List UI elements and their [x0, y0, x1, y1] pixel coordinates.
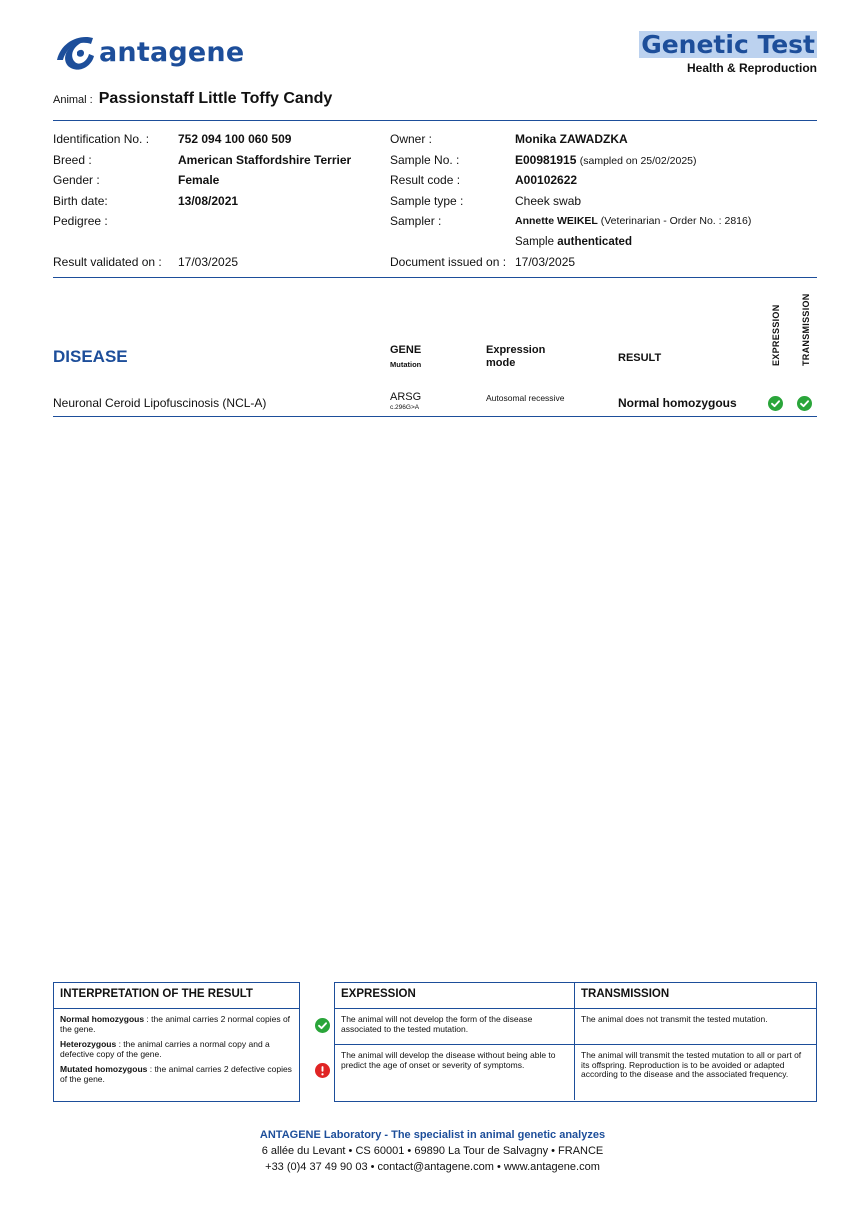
result-code-label: Result code :	[390, 173, 461, 187]
gene-column-header	[390, 344, 421, 371]
footer-contact: +33 (0)4 37 49 90 03 • contact@antagene.com • www.antagene.com	[265, 1161, 600, 1173]
footer-brand: ANTAGENE Laboratory - The specialist in animal genetic analyzes	[259, 1129, 606, 1141]
result-code-value: A00102622	[515, 173, 578, 187]
gender-value: Female	[178, 173, 220, 187]
transmission-title: TRANSMISSION	[581, 988, 670, 1000]
mutation-subheader: Mutation	[390, 360, 422, 369]
mode-header-2: mode	[486, 357, 516, 369]
validated-date: 17/03/2025	[178, 255, 239, 269]
sampler-label: Sampler :	[390, 214, 442, 228]
id-value: 752 094 100 060 509	[178, 132, 292, 146]
header-divider	[53, 120, 817, 121]
antagene-logo	[53, 30, 244, 74]
gender-label: Gender :	[53, 173, 100, 187]
pedigree-label: Pedigree :	[53, 214, 108, 228]
interpretation-normal	[60, 1015, 293, 1034]
check-circle-icon	[768, 396, 783, 411]
term-normal: Normal homozygous	[60, 1014, 145, 1024]
id-label: Identification No. :	[53, 132, 150, 146]
mode-header-1: Expression	[486, 344, 546, 356]
owner-label: Owner :	[390, 132, 433, 146]
term-mutated: Mutated homozygous	[60, 1064, 148, 1074]
ok-expression-text: The animal will not develop the form of the disease associated to the tested mutation.	[335, 1009, 575, 1044]
sample-no-value: E00981915	[515, 153, 577, 167]
transmission-column-header: TRANSMISSION	[801, 293, 811, 366]
mutation-code: c.296G>A	[390, 404, 420, 411]
sample-prefix: Sample	[515, 236, 554, 248]
gene-name: ARSG	[390, 391, 422, 403]
expression-column-header: EXPRESSION	[771, 304, 781, 366]
owner-value: Monika ZAWADZKA	[515, 132, 628, 146]
sample-status: authenticated	[557, 236, 632, 248]
sample-status-line	[515, 235, 632, 249]
expression-title: EXPRESSION	[335, 983, 575, 1008]
interpretation-title: INTERPRETATION OF THE RESULT	[54, 983, 299, 1009]
gene-header: GENE	[390, 344, 422, 356]
sampler-detail: (Veterinarian - Order No. : 2816)	[600, 215, 752, 227]
footer	[0, 1127, 865, 1175]
birth-date-value: 13/08/2021	[178, 194, 239, 208]
sample-no-line	[515, 153, 697, 168]
interpretation-mutated	[60, 1065, 293, 1084]
table-bottom-divider	[53, 416, 817, 417]
desc-heterozygous: : the animal carries a normal copy and a defective copy of the gene.	[60, 1039, 270, 1059]
document-subtitle: Health & Reproduction	[686, 61, 817, 75]
check-circle-icon	[797, 396, 812, 411]
check-circle-icon	[315, 1018, 330, 1033]
document-title: Genetic Test	[641, 30, 815, 59]
sampler-name: Annette WEIKEL	[515, 215, 598, 227]
term-heterozygous: Heterozygous	[60, 1039, 117, 1049]
result-column-header: RESULT	[618, 352, 662, 364]
interpretation-box	[53, 982, 300, 1102]
alert-circle-icon	[315, 1063, 330, 1078]
bad-expression-text: The animal will develop the disease without being able to predict the age of onset or severity of symptoms.	[335, 1045, 575, 1100]
issued-label: Document issued on :	[390, 255, 507, 269]
logo-text: antagene	[99, 36, 245, 68]
sampled-on: (sampled on 25/02/2025)	[579, 155, 697, 167]
footer-address: 6 allée du Levant • CS 60001 • 69890 La Tour de Salvagny • FRANCE	[261, 1145, 604, 1157]
animal-label: Animal :	[53, 94, 93, 106]
sampler-line	[515, 214, 751, 228]
interpretation-heterozygous	[60, 1040, 293, 1059]
details-divider	[53, 277, 817, 278]
bad-transmission-text: The animal will transmit the tested mutation to all or part of its offspring. Reproduction is to be avoided or adapted according to the disease and the associated frequency.	[581, 1050, 802, 1079]
ok-transmission-text: The animal does not transmit the tested mutation.	[581, 1014, 768, 1024]
animal-name-line	[53, 90, 332, 108]
disease-section-title: DISEASE	[53, 347, 128, 366]
sample-type-label: Sample type :	[390, 194, 464, 208]
sample-no-label: Sample No. :	[390, 153, 460, 167]
validated-label: Result validated on :	[53, 255, 162, 269]
issued-date: 17/03/2025	[515, 255, 576, 269]
breed-value: American Staffordshire Terrier	[178, 153, 352, 167]
expression-transmission-box	[334, 982, 817, 1102]
sample-type-value: Cheek swab	[515, 194, 582, 208]
mode-column-header	[486, 344, 545, 370]
birth-date-label: Birth date:	[53, 194, 108, 208]
result-value: Normal homozygous	[618, 396, 737, 410]
breed-label: Breed :	[53, 153, 92, 167]
disease-name: Neuronal Ceroid Lipofuscinosis (NCL-A)	[53, 396, 267, 410]
desc-normal: : the animal carries 2 normal copies of the gene.	[60, 1014, 291, 1034]
desc-mutated: : the animal carries 2 defective copies of the gene.	[60, 1064, 292, 1084]
animal-name: Passionstaff Little Toffy Candy	[98, 90, 333, 107]
expression-mode: Autosomal recessive	[486, 393, 565, 403]
antagene-swirl-icon	[53, 30, 97, 74]
